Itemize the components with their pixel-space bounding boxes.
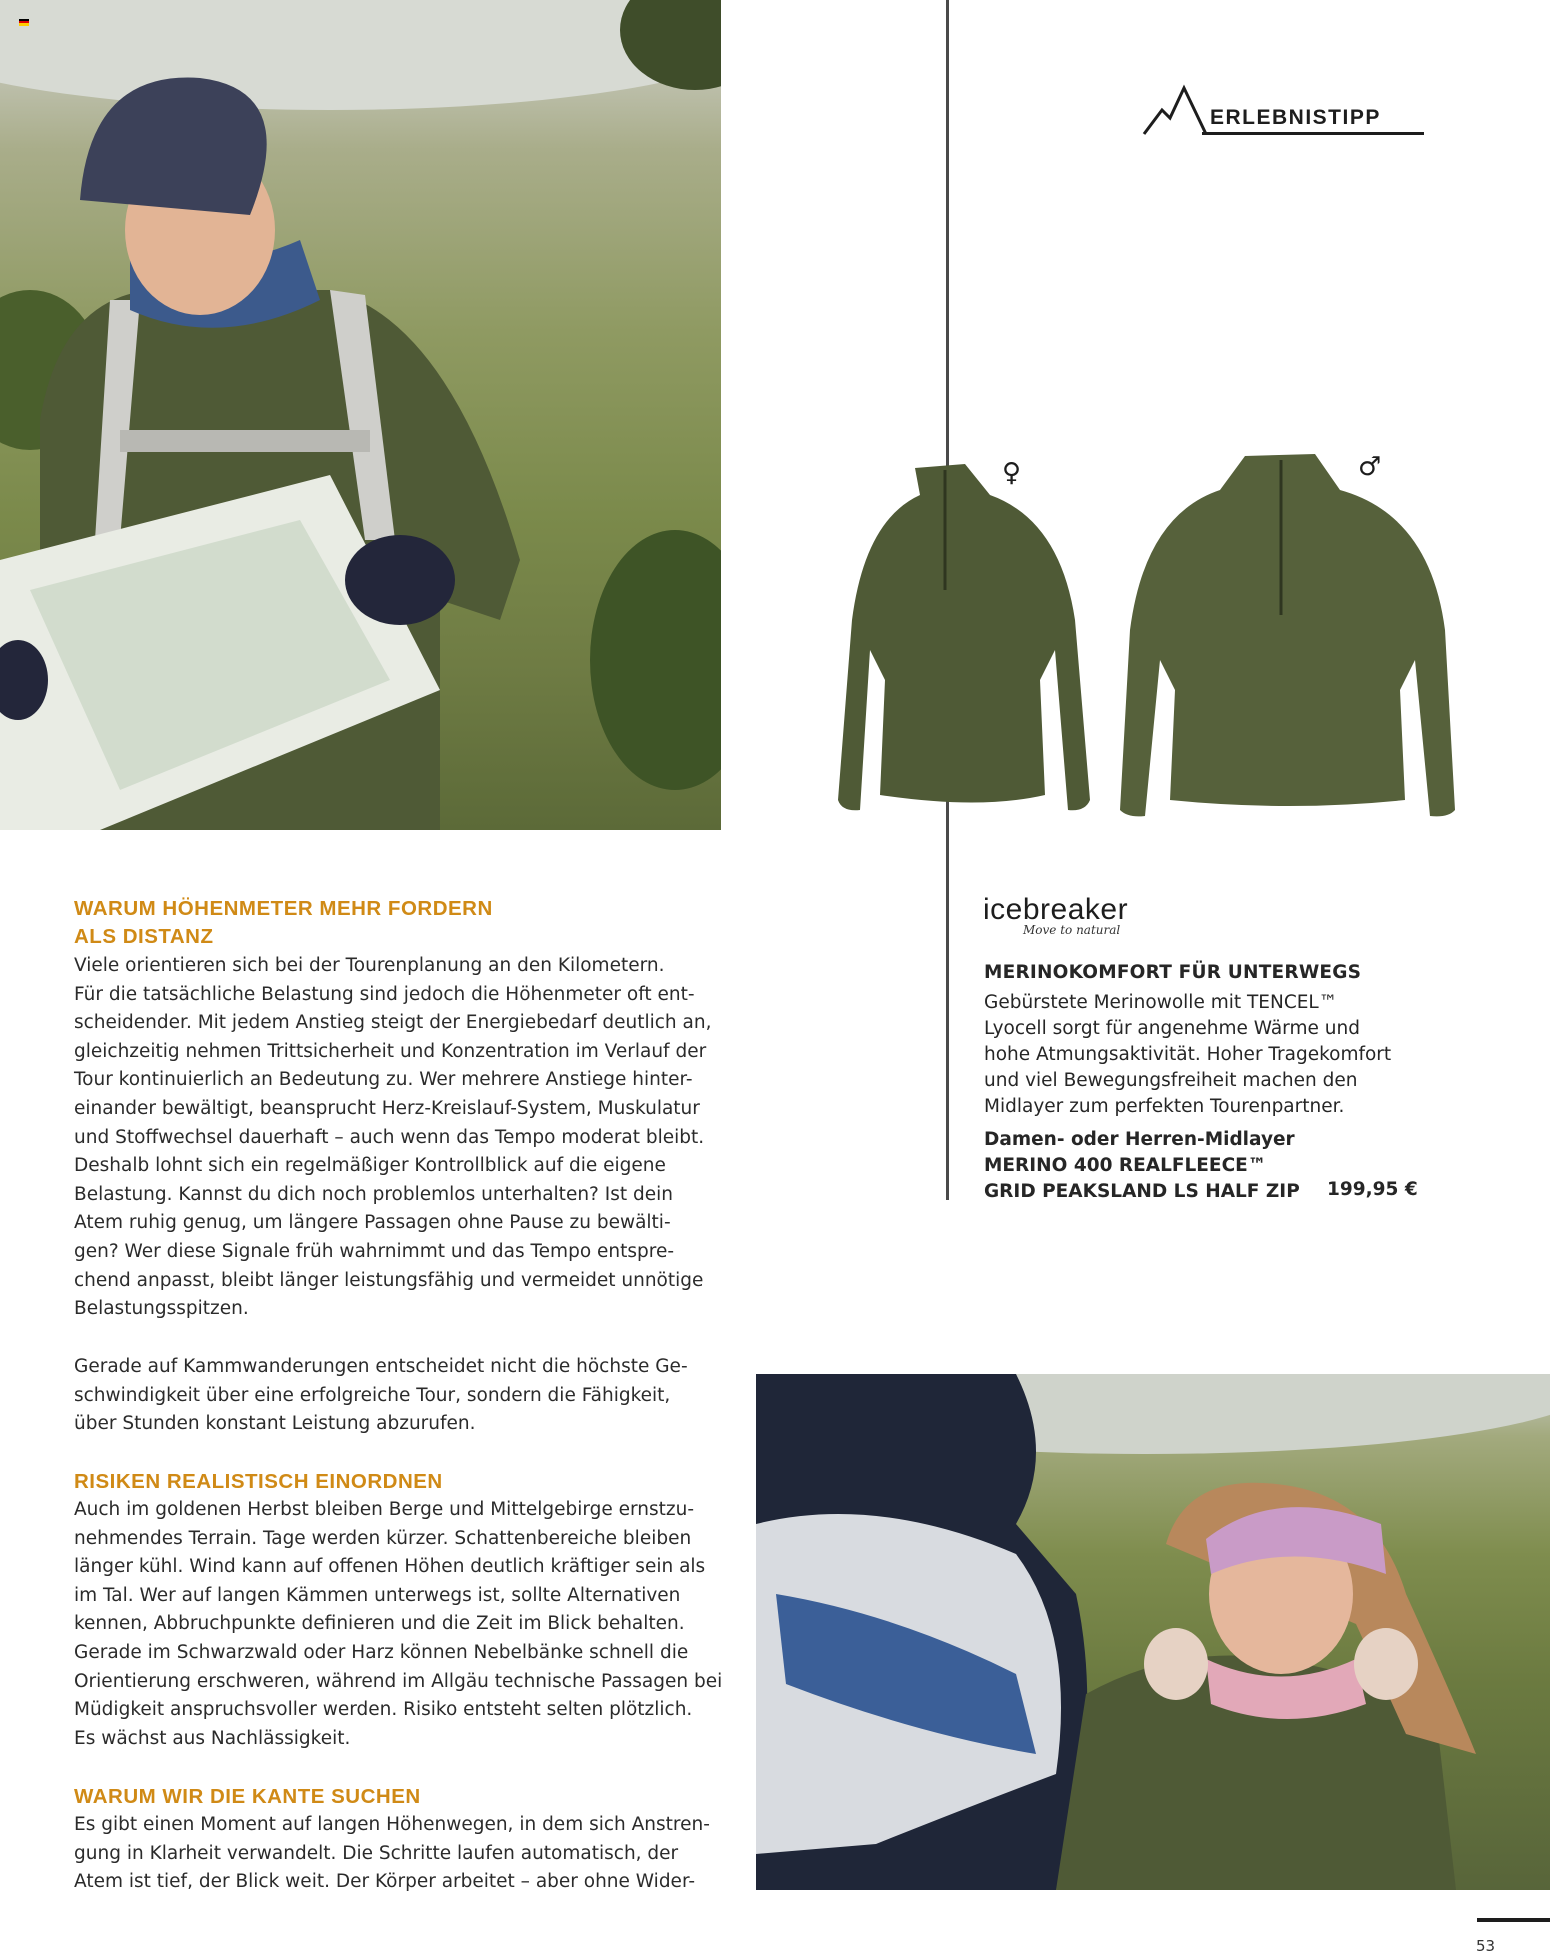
section-heading-kante: WARUM WIR DIE KANTE SUCHEN [74,1785,421,1808]
product-heading: MERINOKOMFORT FÜR UNTERWEGS [984,962,1362,983]
body-line: Belastungsspitzen. [74,1298,249,1320]
product-image-male [1100,440,1460,830]
section3-body [74,1811,724,1897]
body-line: Atem ist tief, der Blick weit. Der Körper arbeitet – aber ohne Wider- [74,1871,696,1893]
male-midlayer-image [1100,440,1460,830]
body-line: scheidender. Mit jedem Anstieg steigt der Energiebedarf deutlich an, [74,1012,712,1034]
product-name-line: MERINO 400 REALFLEECE™ [984,1155,1267,1176]
female-symbol: ♀ [1002,458,1022,488]
section1-paragraph2 [74,1353,724,1439]
page-number-rule [1477,1918,1550,1922]
brand-logo [983,893,1128,937]
body-line: Viele orientieren sich bei der Tourenplanung an den Kilometern. [74,955,665,976]
body-line: Gerade im Schwarzwald oder Harz können Nebelbänke schnell die [74,1641,689,1663]
body-line: kennen, Abbruchpunkte definieren und die Zeit im Blick behalten. [74,1613,685,1635]
body-line: im Tal. Wer auf langen Kämmen unterwegs ist, sollte Alternativen [74,1584,681,1606]
section-heading-hoehenmeter [74,895,634,951]
body-line: einander bewältigt, beansprucht Herz-Kreislauf-System, Muskulatur [74,1097,700,1119]
product-price: 199,95 € [1327,1179,1418,1200]
body-line: gen? Wer diese Signale früh wahrnimmt und das Tempo entspre- [74,1240,675,1262]
product-image-female [800,450,1100,830]
product-description-line: hohe Atmungsaktivität. Hoher Tragekomfort [984,1044,1392,1065]
product-name-line: Damen- oder Herren-Midlayer [984,1129,1295,1150]
erlebnistipp-logo [1140,82,1420,142]
section2-body [74,1496,724,1753]
mountain-icon [1140,82,1210,142]
body-line: Für die tatsächliche Belastung sind jedoch die Höhenmeter oft ent- [74,983,695,1005]
body-line: Belastung. Kannst du dich noch problemlos unterhalten? Ist dein [74,1183,673,1205]
flag-icon [19,19,29,26]
product-description-line: Gebürstete Merinowolle mit TENCEL™ [984,992,1338,1013]
female-midlayer-image [800,450,1100,830]
body-line: schwindigkeit über eine erfolgreiche Tour, sondern die Fähigkeit, [74,1384,671,1406]
body-line: Es gibt einen Moment auf langen Höhenwegen, in dem sich Anstren- [74,1814,710,1835]
body-line: Tour kontinuierlich an Bedeutung zu. Wer mehrere Anstiege hinter- [74,1069,693,1091]
body-line: über Stunden konstant Leistung abzurufen. [74,1413,476,1435]
body-line: Atem ruhig genug, um längere Passagen ohne Pause zu bewälti- [74,1212,671,1234]
erlebnistipp-label: ERLEBNISTIPP [1210,106,1381,129]
product-description-line: Lyocell sorgt für angenehme Wärme und [984,1018,1360,1039]
body-line: chend anpasst, bleibt länger leistungsfähig und vermeidet unnötige [74,1269,704,1291]
body-line: Es wächst aus Nachlässigkeit. [74,1727,351,1749]
male-symbol: ♂ [1358,452,1382,482]
body-line: gleichzeitig nehmen Trittsicherheit und Konzentration im Verlauf der [74,1040,707,1062]
product-description [984,990,1434,1120]
section-heading-line: WARUM HÖHENMETER MEHR FORDERN [74,897,493,920]
hiker-illustration [0,0,721,830]
brand-name: icebreaker [983,893,1129,926]
hikers-illustration [756,1374,1550,1890]
body-line: Gerade auf Kammwanderungen entscheidet nicht die höchste Ge- [74,1356,688,1377]
body-line: Müdigkeit anspruchsvoller werden. Risiko entsteht selten plötzlich. [74,1699,693,1721]
section1-body [74,952,724,1324]
section-heading-line: ALS DISTANZ [74,925,214,948]
body-line: Auch im goldenen Herbst bleiben Berge und Mittelgebirge ernstzu- [74,1499,695,1520]
body-line: länger kühl. Wind kann auf offenen Höhen deutlich kräftiger sein als [74,1556,706,1578]
body-line: nehmendes Terrain. Tage werden kürzer. Schattenbereiche bleiben [74,1527,692,1549]
brand-tagline: Move to natural [1023,923,1121,937]
hero-photo [0,0,721,830]
body-line: Orientierung erschweren, während im Allgäu technische Passagen bei [74,1670,723,1692]
product-name-line: GRID PEAKSLAND LS HALF ZIP [984,1181,1300,1202]
page-number: 53 [1476,1937,1496,1955]
body-line: Deshalb lohnt sich ein regelmäßiger Kontrollblick auf die eigene [74,1155,666,1177]
section-heading-risiken: RISIKEN REALISTISCH EINORDNEN [74,1470,443,1493]
product-description-line: und viel Bewegungsfreiheit machen den [984,1070,1358,1091]
product-description-line: Midlayer zum perfekten Tourenpartner. [984,1096,1345,1117]
photo-hikers [756,1374,1550,1890]
body-line: und Stoffwechsel dauerhaft – auch wenn das Tempo moderat bleibt. [74,1126,705,1148]
body-line: gung in Klarheit verwandelt. Die Schritte laufen automatisch, der [74,1842,679,1864]
